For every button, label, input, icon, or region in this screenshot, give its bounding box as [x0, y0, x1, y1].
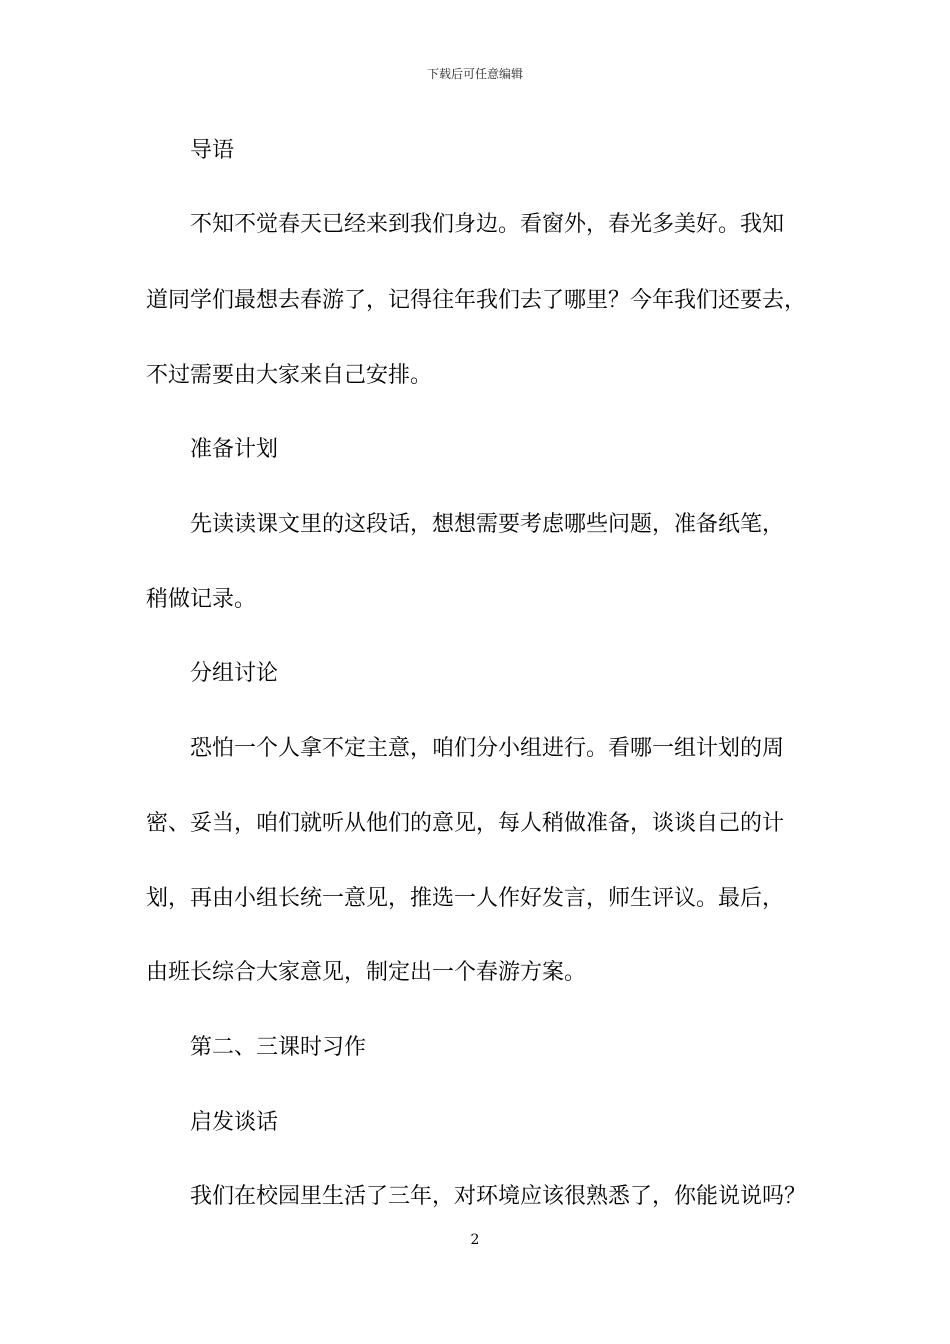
- paragraph-line: 我们在校园里生活了三年，对环境应该很熟悉了，你能说说吗？: [190, 1184, 807, 1209]
- heading-inspire-talk: 启发谈话: [190, 1110, 279, 1135]
- paragraph-line: 道同学们最想去春游了，记得往年我们去了哪里？今年我们还要去，: [146, 288, 807, 313]
- page-header: 下载后可任意编辑: [426, 67, 523, 81]
- heading-intro: 导语: [190, 138, 235, 163]
- paragraph-line: 不过需要由大家来自己安排。: [146, 363, 433, 388]
- heading-group-discussion: 分组讨论: [190, 661, 279, 686]
- paragraph-line: 由班长综合大家意见，制定出一个春游方案。: [146, 960, 587, 985]
- heading-plan: 准备计划: [190, 437, 279, 462]
- paragraph-line: 稍做记录。: [146, 587, 257, 612]
- page-number: 2: [470, 1232, 480, 1248]
- paragraph-line: 先读读课文里的这段话，想想需要考虑哪些问题，准备纸笔，: [190, 512, 785, 537]
- paragraph-line: 划，再由小组长统一意见，推选一人作好发言，师生评议。最后，: [146, 886, 785, 911]
- paragraph-line: 不知不觉春天已经来到我们身边。看窗外，春光多美好。我知: [190, 212, 785, 237]
- paragraph-line: 恐怕一个人拿不定主意，咱们分小组进行。看哪一组计划的周: [190, 736, 785, 761]
- paragraph-line: 密、妥当，咱们就听从他们的意见，每人稍做准备，谈谈自己的计: [146, 811, 785, 836]
- heading-lesson-2-3: 第二、三课时习作: [190, 1035, 367, 1060]
